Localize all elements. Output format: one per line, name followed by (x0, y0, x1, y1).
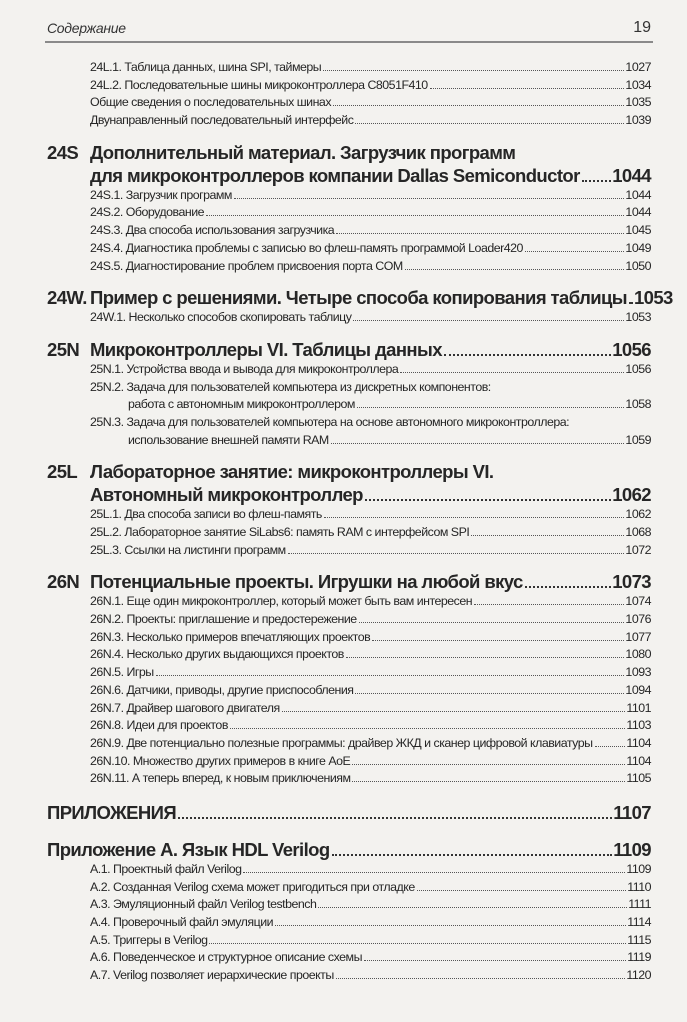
toc-chapter-heading (47, 141, 651, 164)
toc-entry (47, 524, 651, 542)
table-of-contents (47, 59, 673, 985)
entry-page-number: 1080 (625, 647, 651, 662)
entry-page-number: 1101 (626, 700, 651, 715)
entry-title: Потенциальные проекты. Игрушки на любой вкус (90, 571, 523, 593)
entry-page-number: 1039 (625, 113, 651, 128)
entry-title: Микроконтроллеры VI. Таблицы данных (90, 338, 442, 360)
entry-title: 25L.3. Ссылки на листинги программ (90, 542, 286, 557)
entry-page-number: 1120 (626, 968, 651, 983)
entry-page-number: 1076 (625, 612, 651, 627)
entry-title: Пример с решениями. Четыре способа копирования таблицы (90, 287, 627, 309)
dot-leader (471, 534, 624, 536)
entry-title: для микроконтроллеров компании Dallas Semiconductor (90, 164, 580, 186)
dot-leader (430, 87, 625, 89)
entry-page-number: 1027 (625, 60, 651, 74)
dot-leader (364, 959, 626, 961)
chapter-number: 25L (47, 461, 78, 483)
toc-entry (47, 240, 651, 258)
chapter-number: 24S (47, 141, 79, 163)
dot-leader (352, 780, 625, 782)
entry-title: 24L.1. Таблица данных, шина SPI, таймеры (90, 60, 322, 74)
toc-chapter-heading (47, 286, 673, 309)
entry-title: ПРИЛОЖЕНИЯ (47, 801, 177, 823)
toc-entry (47, 361, 651, 379)
dot-leader (206, 214, 624, 216)
toc-entry (47, 542, 651, 560)
dot-leader (355, 122, 624, 124)
entry-title: Автономный микроконтроллер (90, 484, 363, 506)
dot-leader (209, 942, 626, 944)
entry-page-number: 1034 (625, 77, 651, 92)
entry-title: 26N.3. Несколько примеров впечатляющих проектов (90, 629, 371, 644)
entry-title: 24S.1. Загрузчик программ (90, 187, 232, 202)
toc-entry (47, 432, 651, 450)
toc-entry (47, 770, 651, 788)
entry-page-number: 1044 (625, 187, 651, 202)
dot-leader (474, 603, 624, 605)
entry-title: A.7. Verilog позволяет иерархические проекты (90, 968, 334, 983)
entry-page-number: 1053 (633, 287, 673, 309)
toc-entry (47, 414, 651, 432)
dot-leader (359, 621, 625, 623)
entry-page-number: 1056 (612, 338, 651, 360)
entry-page-number: 1094 (625, 682, 651, 697)
dot-leader (332, 853, 613, 856)
dot-leader (318, 906, 627, 908)
toc-chapter-heading (47, 801, 651, 824)
dot-leader (243, 871, 625, 873)
chapter-number: 25N (47, 338, 80, 360)
dot-leader (336, 977, 626, 979)
entry-page-number: 1059 (625, 432, 651, 447)
entry-title: Общие сведения о последовательных шинах (90, 95, 332, 110)
entry-title: Лабораторное занятие: микроконтроллеры VI. (90, 461, 494, 483)
toc-entry (47, 593, 651, 611)
dot-leader (582, 179, 612, 182)
toc-entry (47, 629, 651, 647)
entry-title: 25L.1. Два способа записи во флеш-память (90, 507, 322, 522)
dot-leader (323, 69, 624, 71)
toc-entry (47, 309, 651, 327)
entry-title: 26N.1. Еще один микроконтроллер, который может быть вам интересен (90, 594, 473, 609)
entry-page-number: 1049 (625, 240, 651, 255)
entry-title: A.4. Проверочный файл эмуляции (90, 915, 274, 929)
toc-chapter-heading (47, 164, 651, 187)
entry-title: A.6. Поведенческое и структурное описание схемы (90, 950, 362, 965)
entry-page-number: 1103 (626, 718, 651, 733)
toc-chapter-heading (47, 483, 651, 506)
entry-title: 24S.2. Оборудование (90, 205, 205, 220)
dot-leader (405, 268, 625, 270)
entry-page-number: 1073 (612, 571, 651, 593)
dot-leader (336, 232, 624, 234)
toc-entry (47, 396, 651, 414)
entry-title: Дополнительный материал. Загрузчик программ (90, 141, 516, 163)
entry-page-number: 1114 (627, 915, 651, 929)
entry-page-number: 1058 (625, 397, 651, 412)
toc-entry (47, 59, 651, 77)
dot-leader (444, 353, 611, 356)
header-rule (45, 41, 653, 43)
chapter-number: 24W. (47, 287, 87, 309)
dot-leader (234, 197, 624, 199)
entry-title: 26N.9. Две потенциально полезные программы: драйвер ЖКД и сканер цифровой клавиатуры (90, 735, 593, 750)
dot-leader (355, 692, 624, 694)
entry-title: A.3. Эмуляционный файл Verilog testbench (90, 897, 317, 912)
dot-leader (178, 816, 612, 819)
entry-page-number: 1105 (626, 771, 651, 786)
dot-leader (353, 319, 624, 321)
dot-leader (357, 406, 625, 408)
toc-entry (47, 379, 651, 397)
entry-page-number: 1111 (628, 897, 651, 912)
toc-entry (47, 861, 651, 879)
entry-page-number: 1104 (626, 753, 651, 768)
entry-page-number: 1035 (625, 95, 651, 110)
entry-title: A.5. Триггеры в Verilog (90, 932, 208, 947)
entry-title: 26N.10. Множество других примеров в книге AoE (90, 753, 351, 768)
entry-page-number: 1044 (625, 205, 651, 220)
toc-entry (47, 932, 651, 950)
entry-title: 24S.3. Два способа использования загрузчика (90, 223, 335, 238)
entry-title: 24S.4. Диагностика проблемы с записью во флеш-память программой Loader420 (90, 240, 523, 255)
dot-leader (365, 498, 611, 501)
entry-title: 24S.5. Диагностирование проблем присвоения порта COM (90, 258, 403, 273)
toc-entry (47, 204, 651, 222)
entry-page-number: 1109 (626, 861, 651, 876)
entry-page-number: 1068 (625, 525, 651, 539)
entry-title: 25N.3. Задача для пользователей компьютера на основе автономного микроконтроллера: (90, 414, 570, 429)
entry-title: 26N.6. Датчики, приводы, другие приспособления (90, 682, 354, 697)
entry-page-number: 1077 (625, 629, 651, 644)
entry-title: 26N.4. Несколько других выдающихся проектов (90, 647, 344, 662)
running-header (47, 20, 651, 40)
dot-leader (156, 674, 625, 676)
toc-entry (47, 949, 651, 967)
entry-title: A.1. Проектный файл Verilog (90, 861, 242, 876)
entry-page-number: 1050 (625, 258, 651, 273)
toc-entry (47, 717, 651, 735)
dot-leader (400, 371, 624, 373)
toc-entry (47, 700, 651, 718)
dot-leader (417, 889, 627, 891)
entry-page-number: 1056 (625, 361, 651, 376)
entry-title: 26N.5. Игры (90, 665, 154, 680)
entry-title: работа с автономным микроконтроллером (128, 397, 355, 412)
dot-leader (331, 442, 625, 444)
entry-page-number: 1107 (613, 801, 651, 823)
dot-leader (525, 585, 612, 588)
toc-entry (47, 753, 651, 771)
toc-entry (47, 735, 651, 753)
toc-entry (47, 94, 651, 112)
toc-entry (47, 967, 651, 985)
toc-entry (47, 896, 651, 914)
toc-entry (47, 682, 651, 700)
toc-entry (47, 506, 651, 524)
entry-page-number: 1074 (625, 594, 651, 609)
entry-title: 26N.11. А теперь вперед, к новым приключениям (90, 771, 351, 786)
entry-title: 26N.7. Драйвер шагового двигателя (90, 700, 280, 715)
entry-title: 24L.2. Последовательные шины микроконтроллера C8051F410 (90, 77, 428, 92)
toc-entry (47, 914, 651, 932)
entry-title: Приложение А. Язык HDL Verilog (47, 838, 330, 860)
entry-page-number: 1044 (612, 164, 651, 186)
entry-page-number: 1110 (627, 879, 651, 894)
toc-chapter-heading (47, 460, 651, 483)
toc-entry (47, 187, 651, 205)
toc-entry (47, 258, 651, 276)
entry-page-number: 1115 (627, 932, 651, 947)
dot-leader (230, 727, 625, 729)
entry-page-number: 1062 (612, 484, 651, 506)
dot-leader (525, 250, 625, 252)
dot-leader (372, 639, 624, 641)
toc-entry (47, 646, 651, 664)
entry-title: 26N.8. Идеи для проектов (90, 718, 228, 733)
entry-page-number: 1109 (613, 838, 651, 860)
dot-leader (324, 516, 625, 518)
running-header-title: Содержание (47, 20, 126, 36)
entry-title: 26N.2. Проекты: приглашение и предостережение (90, 612, 357, 627)
dot-leader (352, 763, 625, 765)
toc-chapter-heading (47, 570, 651, 593)
dot-leader (346, 656, 625, 658)
entry-title: 25N.2. Задача для пользователей компьютера из дискретных компонентов: (90, 379, 491, 394)
entry-title: A.2. Созданная Verilog схема может пригодиться при отладке (90, 879, 415, 894)
toc-chapter-heading (47, 838, 651, 861)
entry-page-number: 1104 (626, 735, 651, 750)
entry-title: Двунаправленный последовательный интерфейс (90, 113, 354, 128)
entry-page-number: 1072 (625, 542, 651, 557)
entry-page-number: 1062 (625, 507, 651, 522)
entry-page-number: 1053 (625, 310, 651, 325)
toc-chapter-heading (47, 338, 651, 361)
dot-leader (629, 301, 633, 304)
dot-leader (333, 104, 624, 106)
dot-leader (275, 924, 626, 926)
chapter-number: 26N (47, 571, 80, 593)
entry-title: использование внешней памяти RAM (128, 432, 329, 447)
entry-page-number: 1119 (627, 950, 651, 965)
entry-page-number: 1045 (625, 223, 651, 238)
page-number: 19 (633, 19, 651, 36)
entry-title: 24W.1. Несколько способов скопировать таблицу (90, 310, 352, 325)
dot-leader (282, 710, 626, 712)
toc-entry (47, 611, 651, 629)
toc-entry (47, 222, 651, 240)
entry-title: 25L.2. Лабораторное занятие SiLabs6: память RAM с интерфейсом SPI (90, 525, 470, 539)
toc-entry (47, 879, 651, 897)
entry-title: 25N.1. Устройства ввода и вывода для микроконтроллера (90, 361, 399, 376)
toc-entry (47, 664, 651, 682)
entry-page-number: 1093 (625, 665, 651, 680)
dot-leader (288, 552, 625, 554)
toc-entry (47, 77, 651, 95)
toc-entry (47, 112, 651, 130)
dot-leader (595, 745, 626, 747)
